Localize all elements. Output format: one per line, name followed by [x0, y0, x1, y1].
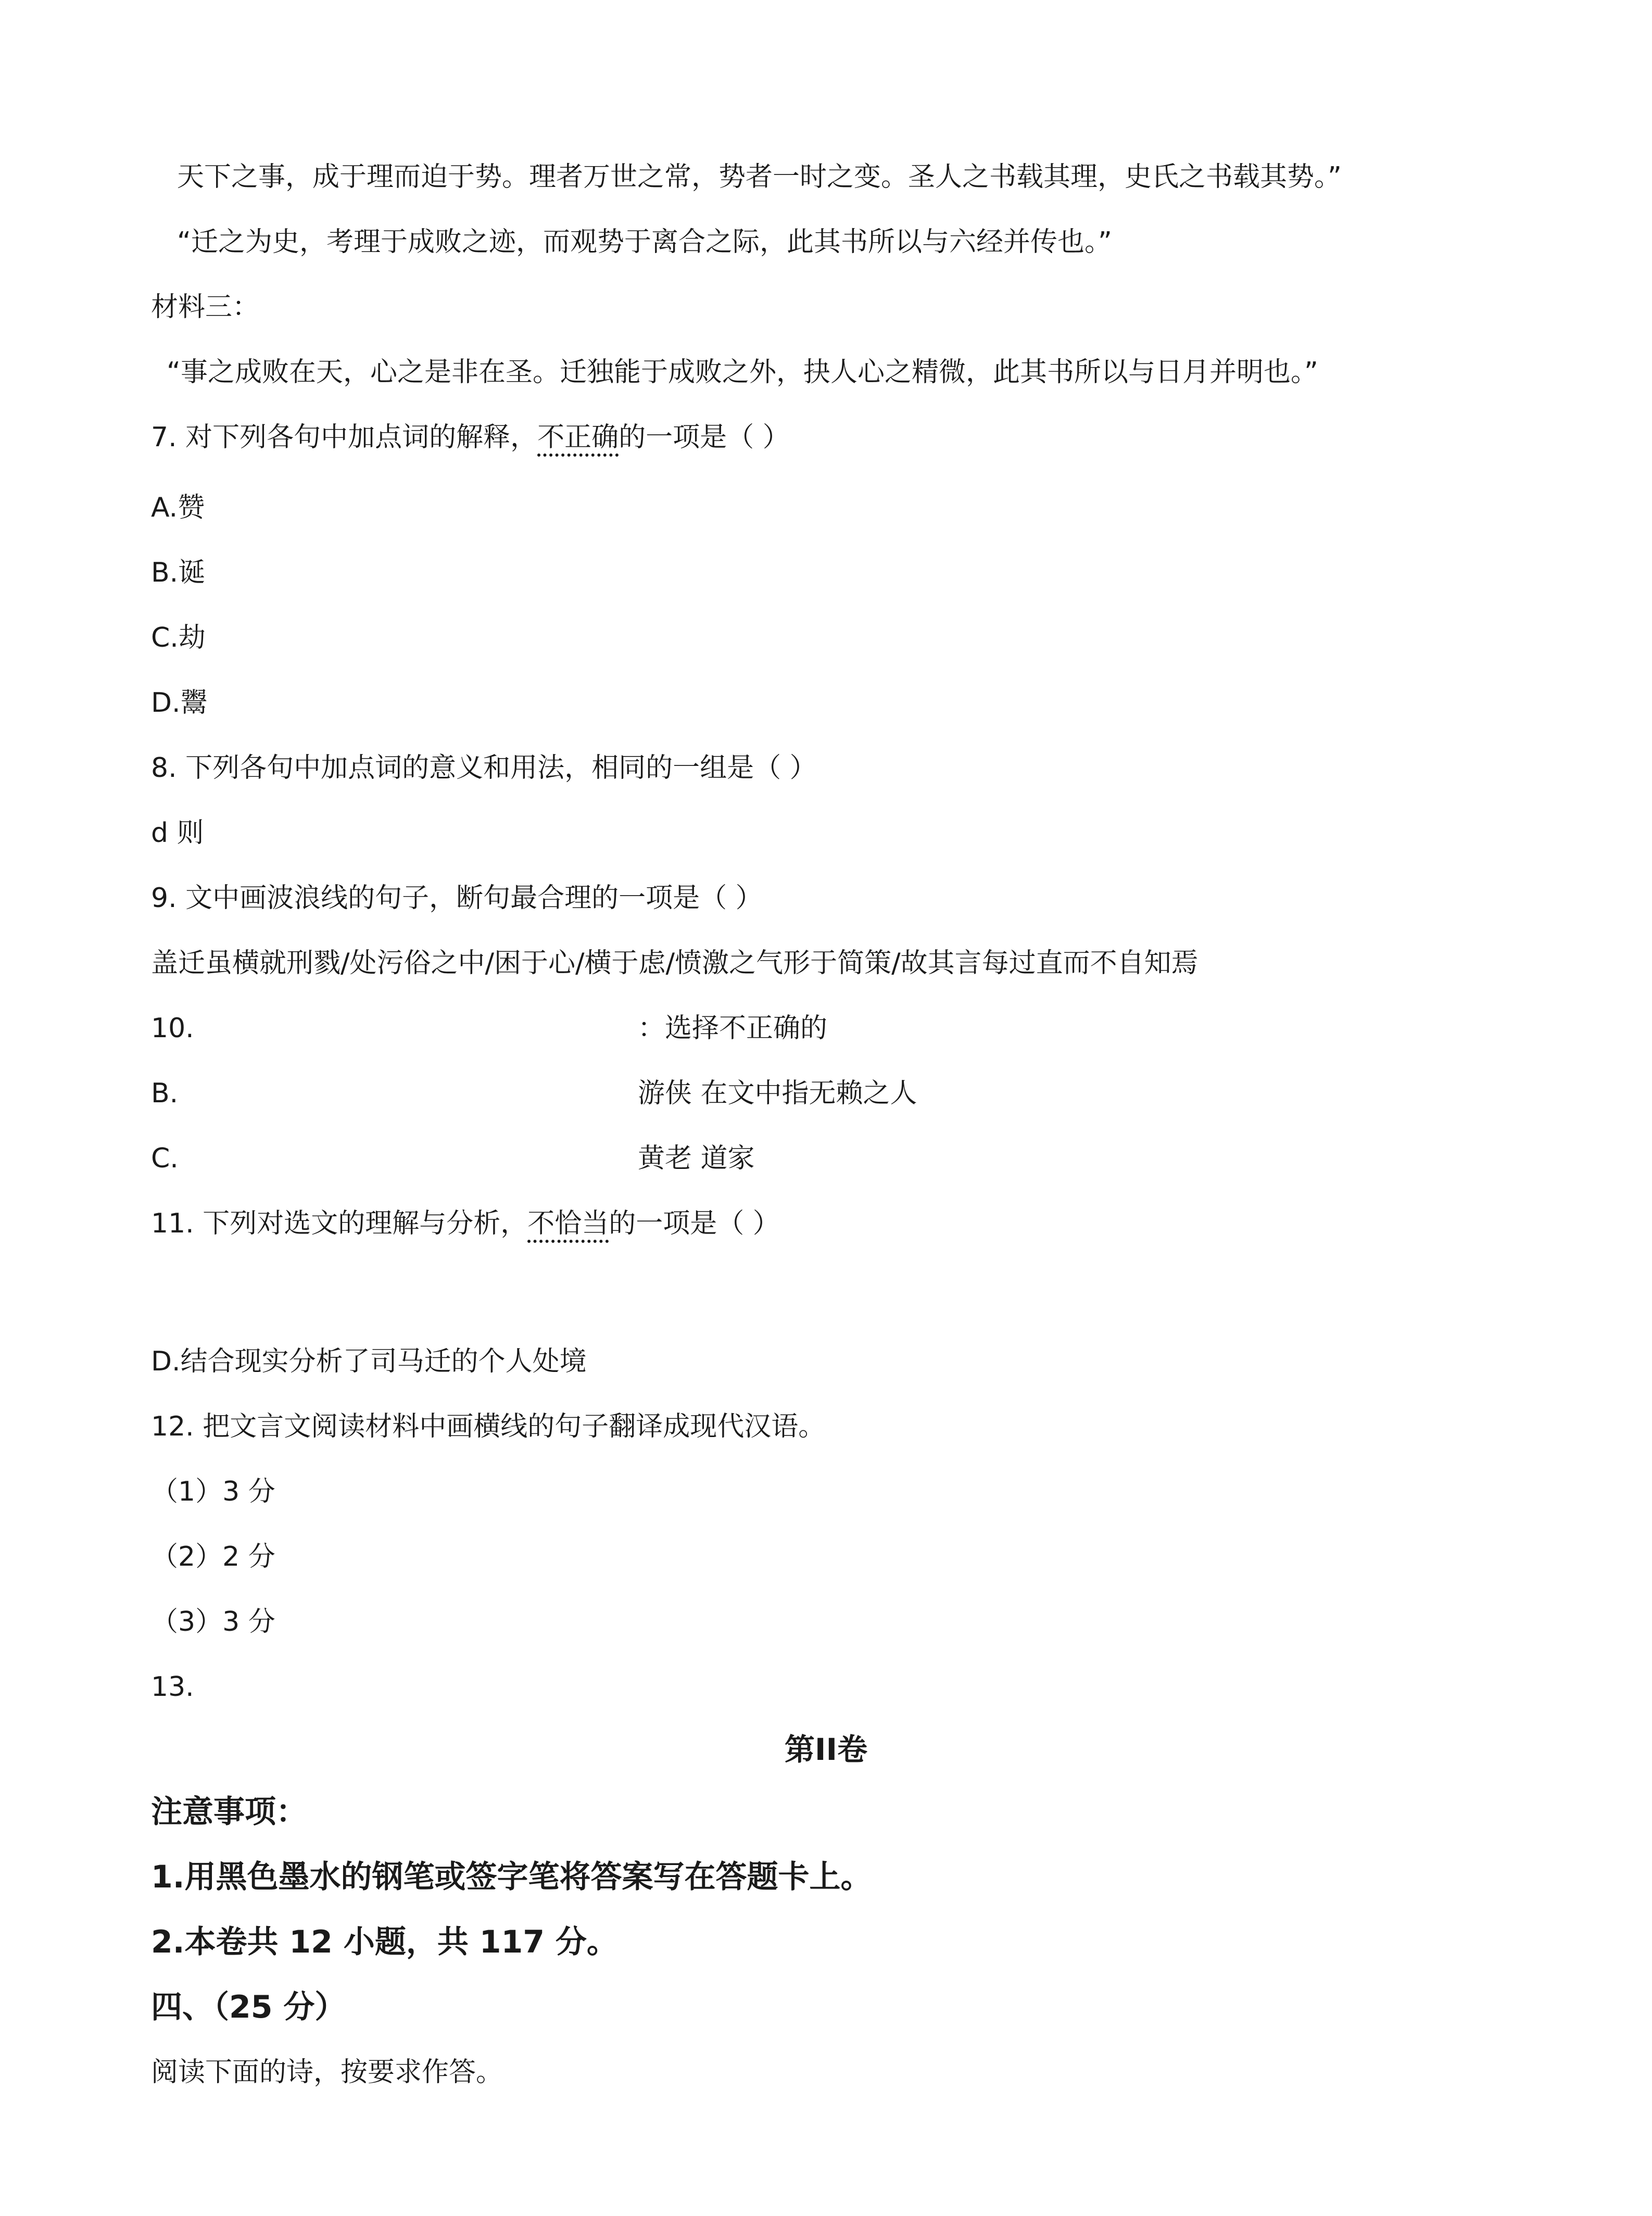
q7-option-b: B.诞: [151, 557, 206, 588]
q10-option-b: [151, 1075, 917, 1112]
question-10: [151, 1010, 828, 1047]
question-13: 13.: [151, 1671, 194, 1703]
material-3-heading: 材料三：: [151, 292, 260, 323]
question-7-emphasis: 不正确: [537, 422, 619, 453]
question-11-emphasis: 不恰当: [527, 1208, 609, 1239]
question-7: [151, 419, 790, 456]
part-4-instruction: 阅读下面的诗，按要求作答。: [151, 2057, 503, 2088]
material-line-2: “迁之为史，考理于成败之迹，而观势于离合之际，此其书所以与六经并传也。”: [177, 226, 1112, 258]
notice-item-2: 2.本卷共 12 小题，共 117 分。: [151, 1924, 618, 1960]
question-11-post: 的一项是（ ）: [609, 1208, 780, 1239]
notice-item-1: 1.用黑色墨水的钢笔或签字笔将答案写在答题卡上。: [151, 1859, 872, 1895]
q10-option-b-label: B.: [151, 1078, 179, 1109]
question-11: [151, 1205, 780, 1242]
q10-option-b-text: 游侠 在文中指无赖之人: [638, 1078, 917, 1109]
q12-part-2: （2）2 分: [151, 1541, 275, 1572]
question-10-text: ：选择不正确的: [638, 1013, 828, 1044]
question-12: 12. 把文言文阅读材料中画横线的句子翻译成现代汉语。: [151, 1411, 826, 1442]
q10-option-c-text: 黄老 道家: [638, 1143, 755, 1174]
question-8: 8. 下列各句中加点词的意义和用法，相同的一组是（ ）: [151, 752, 817, 784]
q10-option-c: [151, 1140, 755, 1177]
q7-option-c: C.劫: [151, 622, 206, 653]
part-4-heading: 四、（25 分）: [151, 1989, 346, 2025]
q9-answer: 盖迁虽横就刑戮/处污俗之中/困于心/横于虑/愤激之气形于简策/故其言每过直而不自知焉: [151, 948, 1199, 979]
material-line-3: “事之成败在天，心之是非在圣。迁独能于成败之外，抉人心之精微，此其书所以与日月并明也。”: [167, 357, 1318, 388]
q8-option-d: d 则: [151, 817, 204, 849]
q12-part-1: （1）3 分: [151, 1476, 275, 1507]
question-7-post: 的一项是（ ）: [619, 422, 790, 453]
question-7-pre: 7. 对下列各句中加点词的解释，: [151, 422, 538, 453]
material-line-1: 天下之事，成于理而迫于势。理者万世之常，势者一时之变。圣人之书载其理，史氏之书载其势。”: [177, 161, 1342, 193]
notice-heading: 注意事项：: [151, 1794, 307, 1830]
q12-part-3: （3）3 分: [151, 1606, 275, 1638]
question-10-number: 10.: [151, 1013, 194, 1044]
q7-option-d: D.鬻: [151, 687, 208, 719]
question-11-pre: 11. 下列对选文的理解与分析，: [151, 1208, 528, 1239]
q7-option-a: A.赞: [151, 492, 205, 523]
q10-option-c-label: C.: [151, 1143, 179, 1174]
q11-option-d: D.结合现实分析了司马迁的个人处境: [151, 1346, 587, 1377]
question-9: 9. 文中画波浪线的句子，断句最合理的一项是（ ）: [151, 883, 763, 914]
section-2-title: 第II卷: [784, 1732, 868, 1767]
